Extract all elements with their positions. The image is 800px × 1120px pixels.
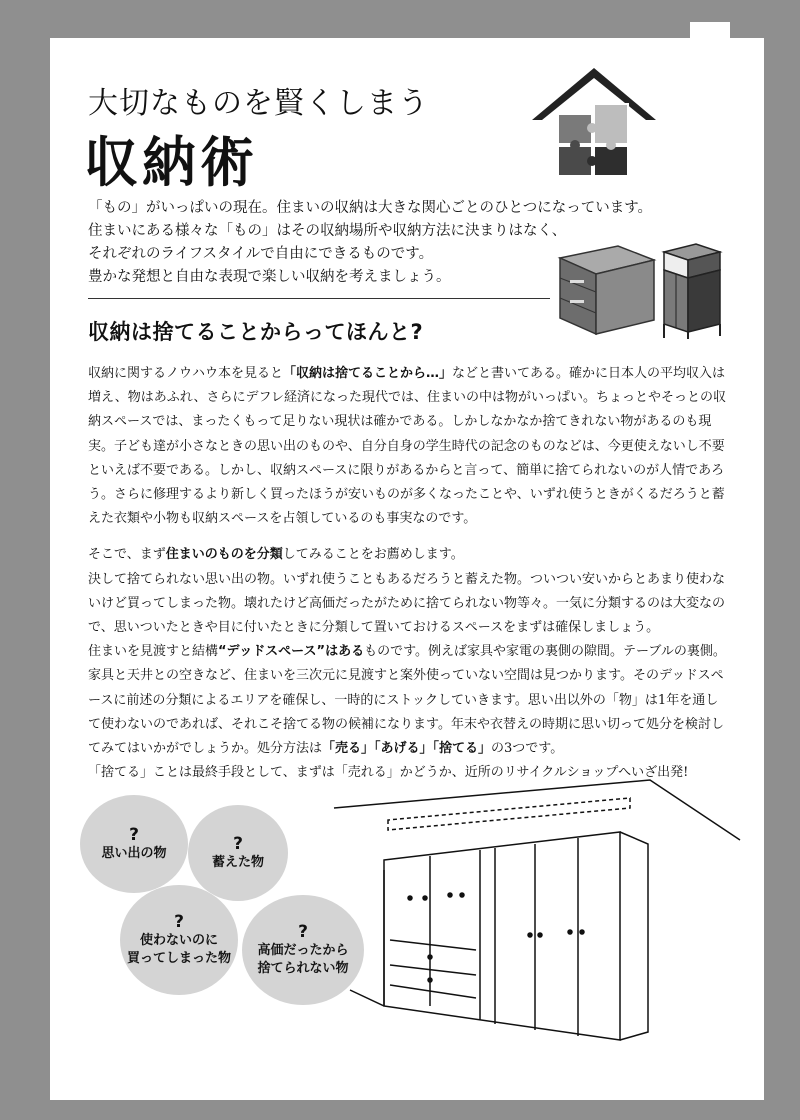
- question-mark: ?: [233, 834, 243, 854]
- question-mark: ?: [129, 825, 139, 845]
- bubble-unused-purchase: [120, 885, 238, 995]
- emphasis: 「売る」「あげる」「捨てる」: [322, 741, 492, 757]
- paragraph: 「捨てる」ことは最終手段として、まずは「売れる」かどうか、近所のリサイクルショップへいざ出発!: [88, 765, 689, 781]
- emphasis: 「収納は捨てることから…」: [283, 366, 453, 381]
- intro-line: 豊かな発想と自由な表現で楽しい収納を考えましょう。: [88, 269, 451, 285]
- paragraph: [88, 640, 728, 761]
- chest-of-drawers-illustration: [556, 242, 658, 338]
- emphasis: 住まいのものを分類: [165, 547, 283, 563]
- intro-line: それぞれのライフスタイルで自由にできるものです。: [88, 246, 434, 262]
- bubble-label: 高価だったから: [257, 943, 349, 958]
- page-title: 収納術: [84, 131, 258, 194]
- house-puzzle-icon: [528, 64, 660, 182]
- intro-line: 住まいにある様々な「もの」はその収納場所や収納方法に決まりはなく、: [88, 223, 567, 239]
- section-divider: [88, 298, 550, 299]
- bubble-label: 買ってしまった物: [126, 951, 231, 966]
- bubble-memories: [80, 795, 188, 893]
- question-mark: ?: [298, 922, 308, 942]
- paragraph: 決して捨てられない思い出の物。いずれ使うこともあるだろうと蓄えた物。ついつい安いからとあまり使わないけど買ってしまった物。壊れたけど高価だったがために捨てられない物等々。一気に分類するのは大変なので、思いついたときや目に付いたときに分類して置いておけるスペースをまずは確保しましょう。: [88, 571, 726, 636]
- text: の3つです。: [491, 741, 564, 757]
- bubble-label: 蓄えた物: [211, 855, 264, 870]
- text: 収納に関するノウハウ本を見ると: [88, 366, 284, 381]
- text: 住まいを見渡すと結構: [88, 644, 219, 660]
- question-mark: ?: [174, 912, 184, 932]
- closet-sketch-illustration: [330, 770, 750, 1060]
- bubble-label: 使わないのに: [139, 933, 218, 948]
- text: してみることをお薦めします。: [282, 547, 464, 563]
- page-subtitle: 大切なものを賢くしまう: [88, 86, 429, 121]
- text: ものです。例えば家具や家電の裏側の隙間。テーブルの裏側。家具と天井との空きなど、住まいを三次元に見渡すと案外使っていない空間は見つかります。そのデッドスペースに前述の分類によるエリアを確保し、一時的にストックしていきます。思い出以外の「物」は1年を通して使わないのであれば、それこそ捨てる物の候補になります。年末や衣替えの時期に思い切って処分を検討してみてはいかがでしょうか。処分方法は: [88, 644, 726, 757]
- article-body: [88, 362, 728, 785]
- emphasis: “デッドスペース”はある: [218, 644, 365, 660]
- cabinet-illustration: [660, 240, 724, 340]
- bubble-stored: [188, 805, 288, 901]
- paper-torn-edge: [690, 22, 730, 42]
- section-heading: 収納は捨てることからってほんと?: [88, 320, 424, 344]
- intro-line: 「もの」がいっぱいの現在。住まいの収納は大きな関心ごとのひとつになっています。: [88, 200, 653, 216]
- text: そこで、まず: [88, 547, 166, 563]
- paragraph: [88, 543, 728, 567]
- bubble-label: 思い出の物: [101, 846, 167, 861]
- bubble-label: 捨てられない物: [257, 961, 349, 976]
- paragraph: [88, 362, 728, 531]
- text: などと書いてある。確かに日本人の平均収入は増え、物はあふれ、さらにデフレ経済になった現代では、住まいの中は物がいっぱい。ちょっとやそっとの収納スペースでは、まったくもって足りない現状は確かである。しかしなかなか捨てきれない物があるのも現実。子ども達が小さなときの思い出のものや、自分自身の学生時代の記念のものなどは、今更使えないし不要といえば不要である。しかし、収納スペースに限りがあるからと言って、簡単に捨てられないのが人情であろう。さらに修理するより新しく買ったほうが安いものが多くなったことや、いずれ使うときがくるだろうと蓄えた衣類や小物も収納スペースを占領しているのも事実なのです。: [88, 366, 727, 527]
